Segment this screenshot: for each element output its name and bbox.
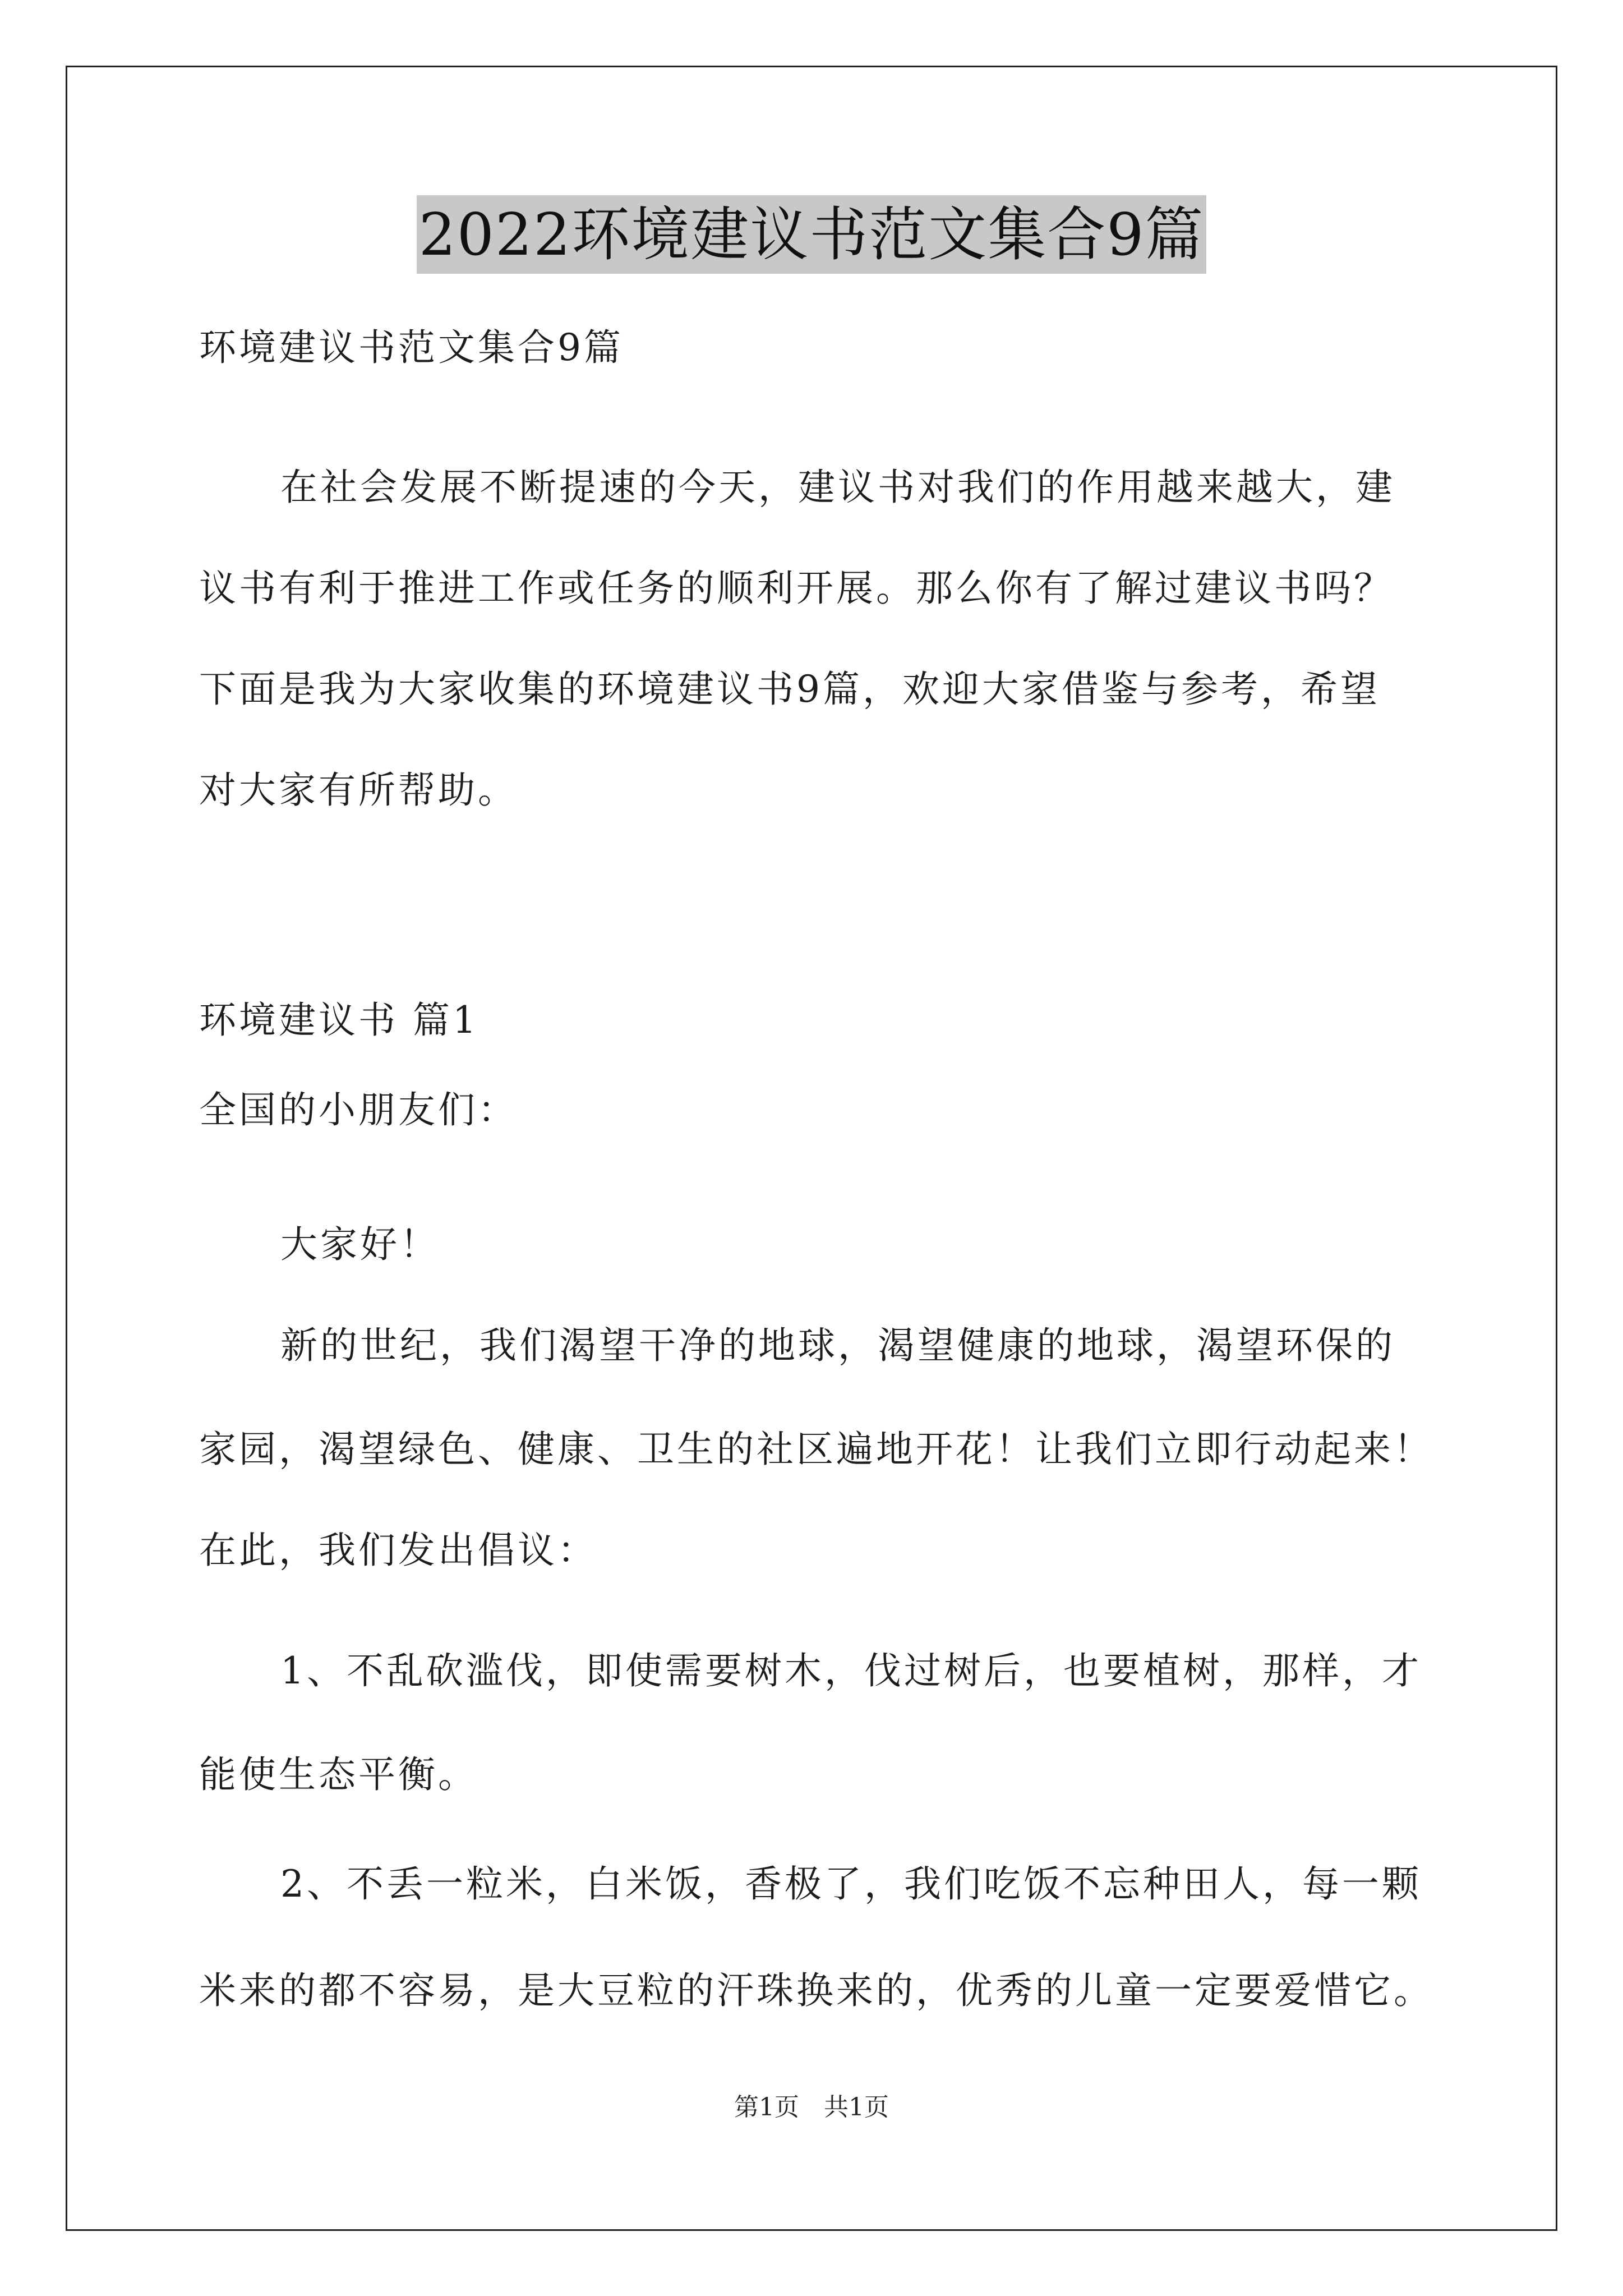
body-line-2: 家园，渴望绿色、健康、卫生的社区遍地开花！让我们立即行动起来！ — [199, 1428, 1433, 1471]
intro-line-3: 下面是我为大家收集的环境建议书9篇，欢迎大家借鉴与参考，希望 — [199, 668, 1380, 711]
body-line-4: 1、不乱砍滥伐，即使需要树木，伐过树后，也要植树，那样，才 — [280, 1649, 1422, 1692]
body-line-1: 新的世纪，我们渴望干净的地球，渴望健康的地球，渴望环保的 — [280, 1324, 1395, 1367]
intro-line-2: 议书有利于推进工作或任务的顺利开展。那么你有了解过建议书吗？ — [199, 567, 1394, 610]
body-line-5: 能使生态平衡。 — [199, 1753, 478, 1796]
body-line-7: 米来的都不容易，是大豆粒的汗珠换来的，优秀的儿童一定要爱惜它。 — [199, 1969, 1433, 2012]
document-subtitle: 环境建议书范文集合9篇 — [199, 326, 624, 369]
page-footer: 第1页 共1页 — [734, 2093, 889, 2122]
intro-line-1: 在社会发展不断提速的今天，建议书对我们的作用越来越大，建 — [280, 466, 1395, 509]
intro-line-4: 对大家有所帮助。 — [199, 769, 518, 812]
salutation: 全国的小朋友们： — [199, 1088, 518, 1131]
body-line-3: 在此，我们发出倡议： — [199, 1529, 597, 1572]
section-heading: 环境建议书 篇1 — [199, 999, 479, 1042]
title-container — [0, 195, 1623, 274]
greeting: 大家好！ — [280, 1223, 440, 1266]
document-title: 2022环境建议书范文集合9篇 — [417, 195, 1207, 274]
body-line-6: 2、不丢一粒米，白米饭，香极了，我们吃饭不忘种田人，每一颗 — [280, 1862, 1422, 1906]
